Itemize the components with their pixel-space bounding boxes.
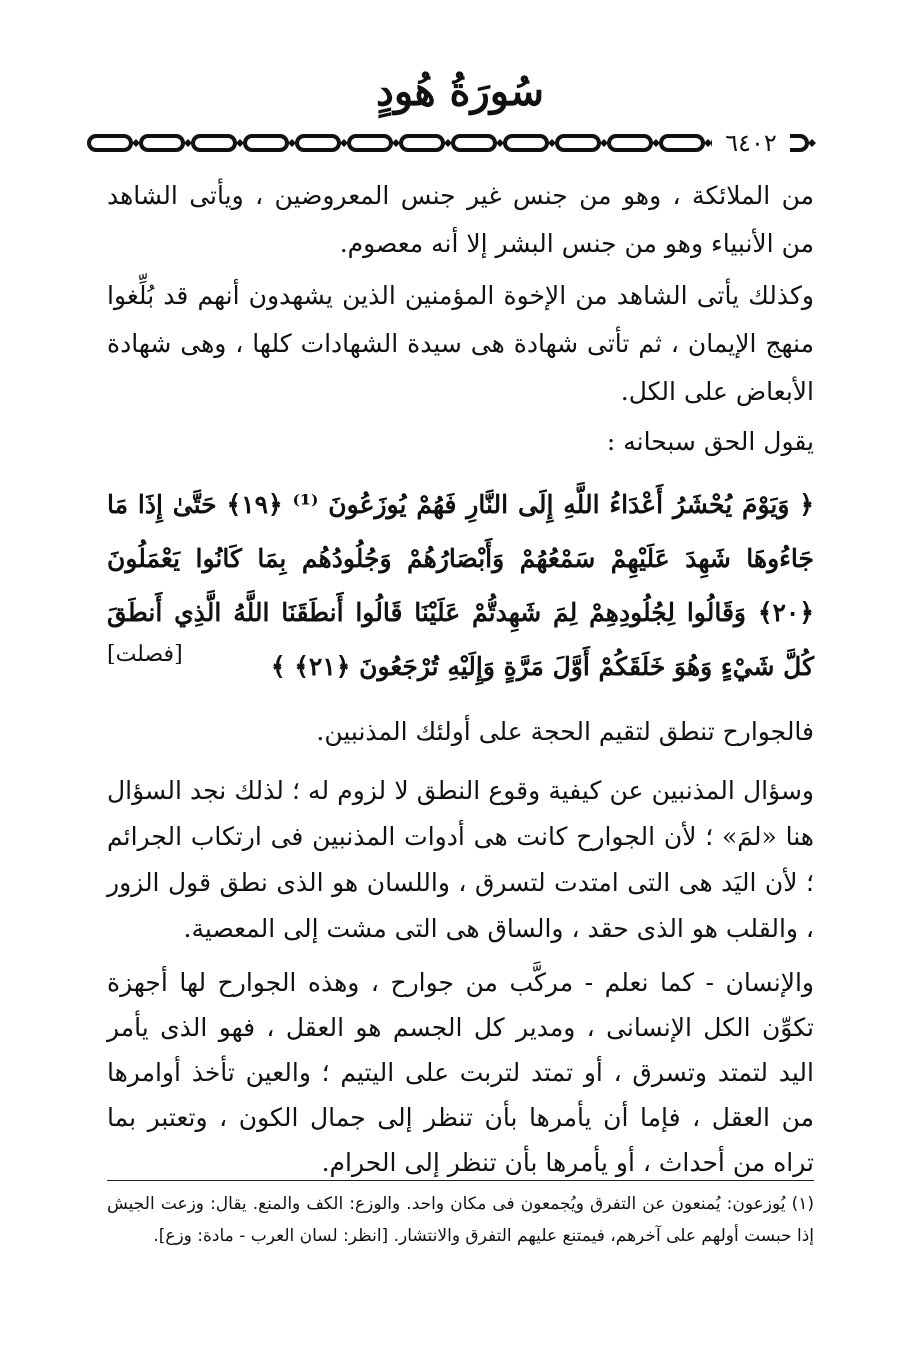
paragraph-2: وكذلك يأتى الشاهد من الإخوة المؤمنين الذين يشهدون أنهم قد بُلِّغوا منهج الإيمان ، ثم تأتى شهادة هى سيدة الشهادات كلها ، وهى شهادة الأبعاض على الكل. [107, 281, 814, 406]
paragraph-1: من الملائكة ، وهو من جنس غير جنس المعروضين ، ويأتى الشاهد من الأنبياء وهو من جنس البشر إلا أنه معصوم. [107, 181, 814, 258]
page-number: ٦٤٠٢ [712, 131, 790, 155]
paragraph-4: فالجوارح تنطق لتقيم الحجة على أولئك المذنبين. [316, 717, 814, 746]
footnote-divider [107, 1180, 814, 1181]
quran-verse: ﴿ وَيَوْمَ يُحْشَرُ أَعْدَاءُ اللَّهِ إِلَى النَّارِ فَهُمْ يُوزَعُونَ ⁽¹⁾ ﴿١٩﴾ حَتَّىٰ إِذَا مَا جَاءُوهَا شَهِدَ عَلَيْهِمْ سَمْعُهُمْ وَأَبْصَارُهُمْ وَجُلُودُهُم بِمَا كَانُوا يَعْمَلُونَ ﴿٢٠﴾ وَقَالُوا لِجُلُودِهِمْ لِمَ شَهِدتُّمْ عَلَيْنَا قَالُوا أَنطَقَنَا اللَّهُ الَّذِي أَنطَقَ كُلَّ شَيْءٍ وَهُوَ خَلَقَكُمْ أَوَّلَ مَرَّةٍ وَإِلَيْهِ تُرْجَعُونَ ﴿٢١﴾ ﴾ [107, 490, 814, 681]
verse-reference: [فصلت] [107, 642, 183, 667]
footnote: (١) يُوزعون: يُمنعون عن التفرق ويُجمعون فى مكان واحد. والوزع: الكف والمنع. يقال: وزعت الجيش إذا حبست أولهم على آخرهم، فيمتنع عليهم التفرق والانتشار. [انظر: لسان العرب - مادة: وزع]. [107, 1194, 814, 1246]
paragraph-6: والإنسان - كما نعلم - مركَّب من جوارح ، وهذه الجوارح لها أجهزة تكوِّن الكل الإنسانى ، ومدير كل الجسم هو العقل ، فهو الذى يأمر اليد لتمتد وتسرق ، أو تمتد لتربت على اليتيم ؛ والعين تأخذ أوامرها من العقل ، فإما أن يأمرها بأن تنظر إلى جمال الكون ، وتعتبر بما تراه من أحداث ، أو يأمرها بأن تنظر إلى الحرام. [107, 968, 814, 1177]
paragraph-5: وسؤال المذنبين عن كيفية وقوع النطق لا لزوم له ؛ لذلك نجد السؤال هنا «لمَ» ؛ لأن الجوارح كانت هى أدوات المذنبين فى ارتكاب الجرائم ؛ لأن اليَد هى التى امتدت لتسرق ، واللسان هو الذى نطق قول الزور ، والقلب هو الذى حقد ، والساق هى التى مشت إلى المعصية. [107, 776, 814, 943]
paragraph-3: يقول الحق سبحانه : [606, 427, 814, 456]
surah-title: سُورَةُ هُودٍ [376, 68, 544, 115]
